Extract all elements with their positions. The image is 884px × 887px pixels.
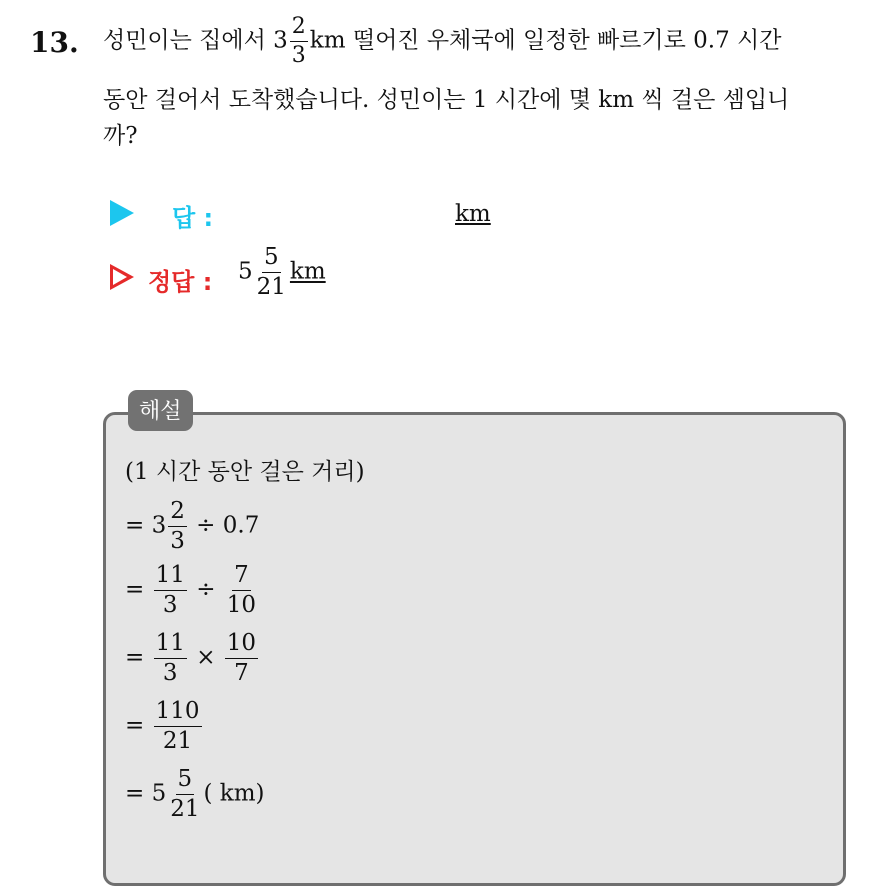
step-fraction-a	[154, 632, 187, 685]
step-fraction-b	[225, 632, 258, 685]
step-op: = 3	[125, 512, 167, 539]
step-fraction-a	[154, 564, 187, 617]
explanation-tag: 해설	[128, 390, 193, 431]
correct-answer-value	[238, 246, 326, 299]
explanation-step-2	[125, 564, 260, 617]
explanation-step-5	[125, 768, 265, 821]
correct-arrow-icon-inner	[113, 269, 127, 285]
explanation-step-3	[125, 632, 260, 685]
fraction-numerator: 2	[168, 500, 187, 527]
question-line-1	[103, 16, 781, 67]
question-line-3: 까?	[103, 123, 138, 149]
fraction-denominator: 3	[162, 592, 178, 618]
answer-unit: km	[455, 201, 491, 227]
step-fraction	[168, 500, 187, 553]
explanation-step-1	[125, 500, 259, 553]
step-fraction	[168, 768, 201, 821]
fraction-numerator: 11	[154, 564, 187, 591]
question-line-1-suffix: km 떨어진 우체국에 일정한 빠르기로 0.7 시간	[309, 27, 782, 54]
question-line-1-prefix: 성민이는 집에서 3	[103, 27, 288, 54]
fraction-denominator: 7	[234, 660, 249, 686]
correct-whole: 5	[238, 258, 253, 285]
fraction-numerator: 2	[290, 16, 308, 42]
step-operator: ×	[196, 644, 216, 671]
step-op: =	[125, 576, 145, 603]
fraction-denominator: 3	[170, 528, 185, 554]
fraction-denominator: 21	[170, 796, 200, 822]
fraction-denominator: 3	[291, 43, 306, 68]
step-operator: ÷	[196, 576, 216, 603]
step-op: =	[125, 644, 145, 671]
correct-answer-label: 정답 :	[148, 268, 213, 296]
fraction-numerator: 110	[154, 700, 202, 727]
answer-label: 답 :	[172, 204, 214, 232]
step-fraction	[154, 700, 202, 753]
explanation-step-4	[125, 700, 204, 753]
step-unit: ( km)	[203, 780, 265, 807]
step-op: =	[125, 712, 145, 739]
correct-unit: km	[289, 258, 326, 285]
question-number: 13.	[30, 26, 79, 59]
step-fraction-b	[225, 564, 258, 617]
fraction-numerator: 5	[176, 768, 195, 795]
step-op: = 5	[125, 780, 167, 807]
fraction-denominator: 21	[162, 728, 193, 754]
fraction-denominator: 3	[162, 660, 178, 686]
answer-arrow-icon	[110, 200, 134, 226]
fraction-numerator: 7	[232, 564, 251, 591]
correct-fraction	[255, 246, 288, 299]
fraction-numerator: 5	[262, 246, 281, 273]
explanation-title: (1 시간 동안 걸은 거리)	[125, 459, 365, 485]
step-rest: ÷ 0.7	[196, 512, 260, 539]
fraction-numerator: 11	[154, 632, 187, 659]
fraction-denominator: 21	[256, 274, 286, 300]
question-line-2: 동안 걸어서 도착했습니다. 성민이는 1 시간에 몇 km 씩 걸은 셈입니	[103, 87, 790, 113]
fraction-numerator: 10	[225, 632, 258, 659]
question-fraction	[290, 16, 308, 67]
fraction-denominator: 10	[226, 592, 257, 618]
